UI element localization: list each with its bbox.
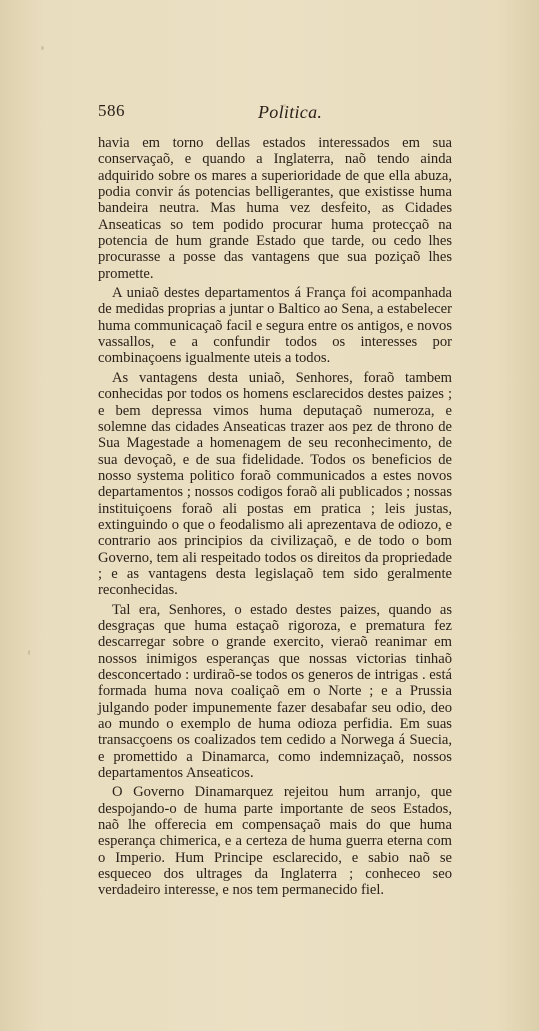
page-header — [98, 101, 438, 127]
paragraph: As vantagens desta uniaõ, Senhores, foraõ tambem conhecidas por todos os homens esclarecidos destes paizes ; e bem depressa vimos huma deputaçaõ numeroza, e solemne das cidades Anseaticas trazer aos pez de throno de Sua Magestade a homenagem de seu reconhecimento, de sua devoçaõ, e de sua fidelidade. Todos os beneficios de nosso systema politico foraõ communicados a estes novos departamentos ; nossos codigos foraõ ali publicados ; nossas instituiçoens foraõ ali postas em pratica ; leis justas, extinguindo o que o feodalismo ali aprezentava de odiozo, e contrario aos principios da civilizaçaõ, e de todo o bom Governo, tem ali respeitado todos os direitos da propriedade ; e as vantagens desta legislaçaõ tem sido geralmente reconhecidas. — [98, 369, 452, 599]
running-head: Politica. — [258, 102, 323, 122]
paragraph: Tal era, Senhores, o estado destes paizes, quando as desgraças que huma estaçaõ rigoroza, e prematura fez descarregar sobre o grande exercito, vieraõ reanimar em nossos inimigos esperanças que nossas victorias tinhaõ desconcertado : urdiraõ-se todos os generos de intrigas . está formada huma nova coaliçaõ em o Norte ; e a Prussia julgando poder impunemente fazer desabafar seu odio, deo ao mundo o exemplo de huma odioza perfidia. Em suas transacçoens os coalizados tem cedido a Norwega á Suecia, e promettido a Dinamarca, como indemnizaçaõ, nossos departamentos Anseaticos. — [98, 601, 452, 782]
page-number: 586 — [98, 101, 125, 120]
paper-stain — [41, 46, 44, 50]
paper-stain — [28, 650, 30, 655]
paragraph: havia em torno dellas estados interessados em sua conservaçaõ, e quando a Inglaterra, naõ tendo ainda adquirido sobre os mares a superioridade de que ella abuza, podia convir ás potencias belligerantes, que existisse huma bandeira neutra. Mas huma vez desfeito, as Cidades Anseaticas so tem podido procurar huma protecçaõ na potencia de hum grande Estado que tarde, ou cedo lhes procurasse a posse das vantagens que sua poziçaõ lhes promette. — [98, 135, 452, 282]
paragraph: O Governo Dinamarquez rejeitou hum arranjo, que despojando-o de huma parte importante de seos Estados, naõ lhe offerecia em compensaçaõ mais do que huma esperança chimerica, e a certeza de huma guerra eterna com o Imperio. Hum Principe esclarecido, e sabio naõ se esqueceo dos ultrages da Inglaterra ; conheceo seo verdadeiro interesse, e nos tem permanecido fiel. — [98, 784, 452, 899]
paragraph: A uniaõ destes departamentos á França foi acompanhada de medidas proprias a juntar o Baltico ao Sena, a estabelecer huma communicaçaõ facil e segura entre os antigos, e novos vassallos, e a confundir todos os interesses por combinaçoens igualmente uteis a todos. — [98, 285, 452, 367]
body-text — [98, 135, 452, 902]
